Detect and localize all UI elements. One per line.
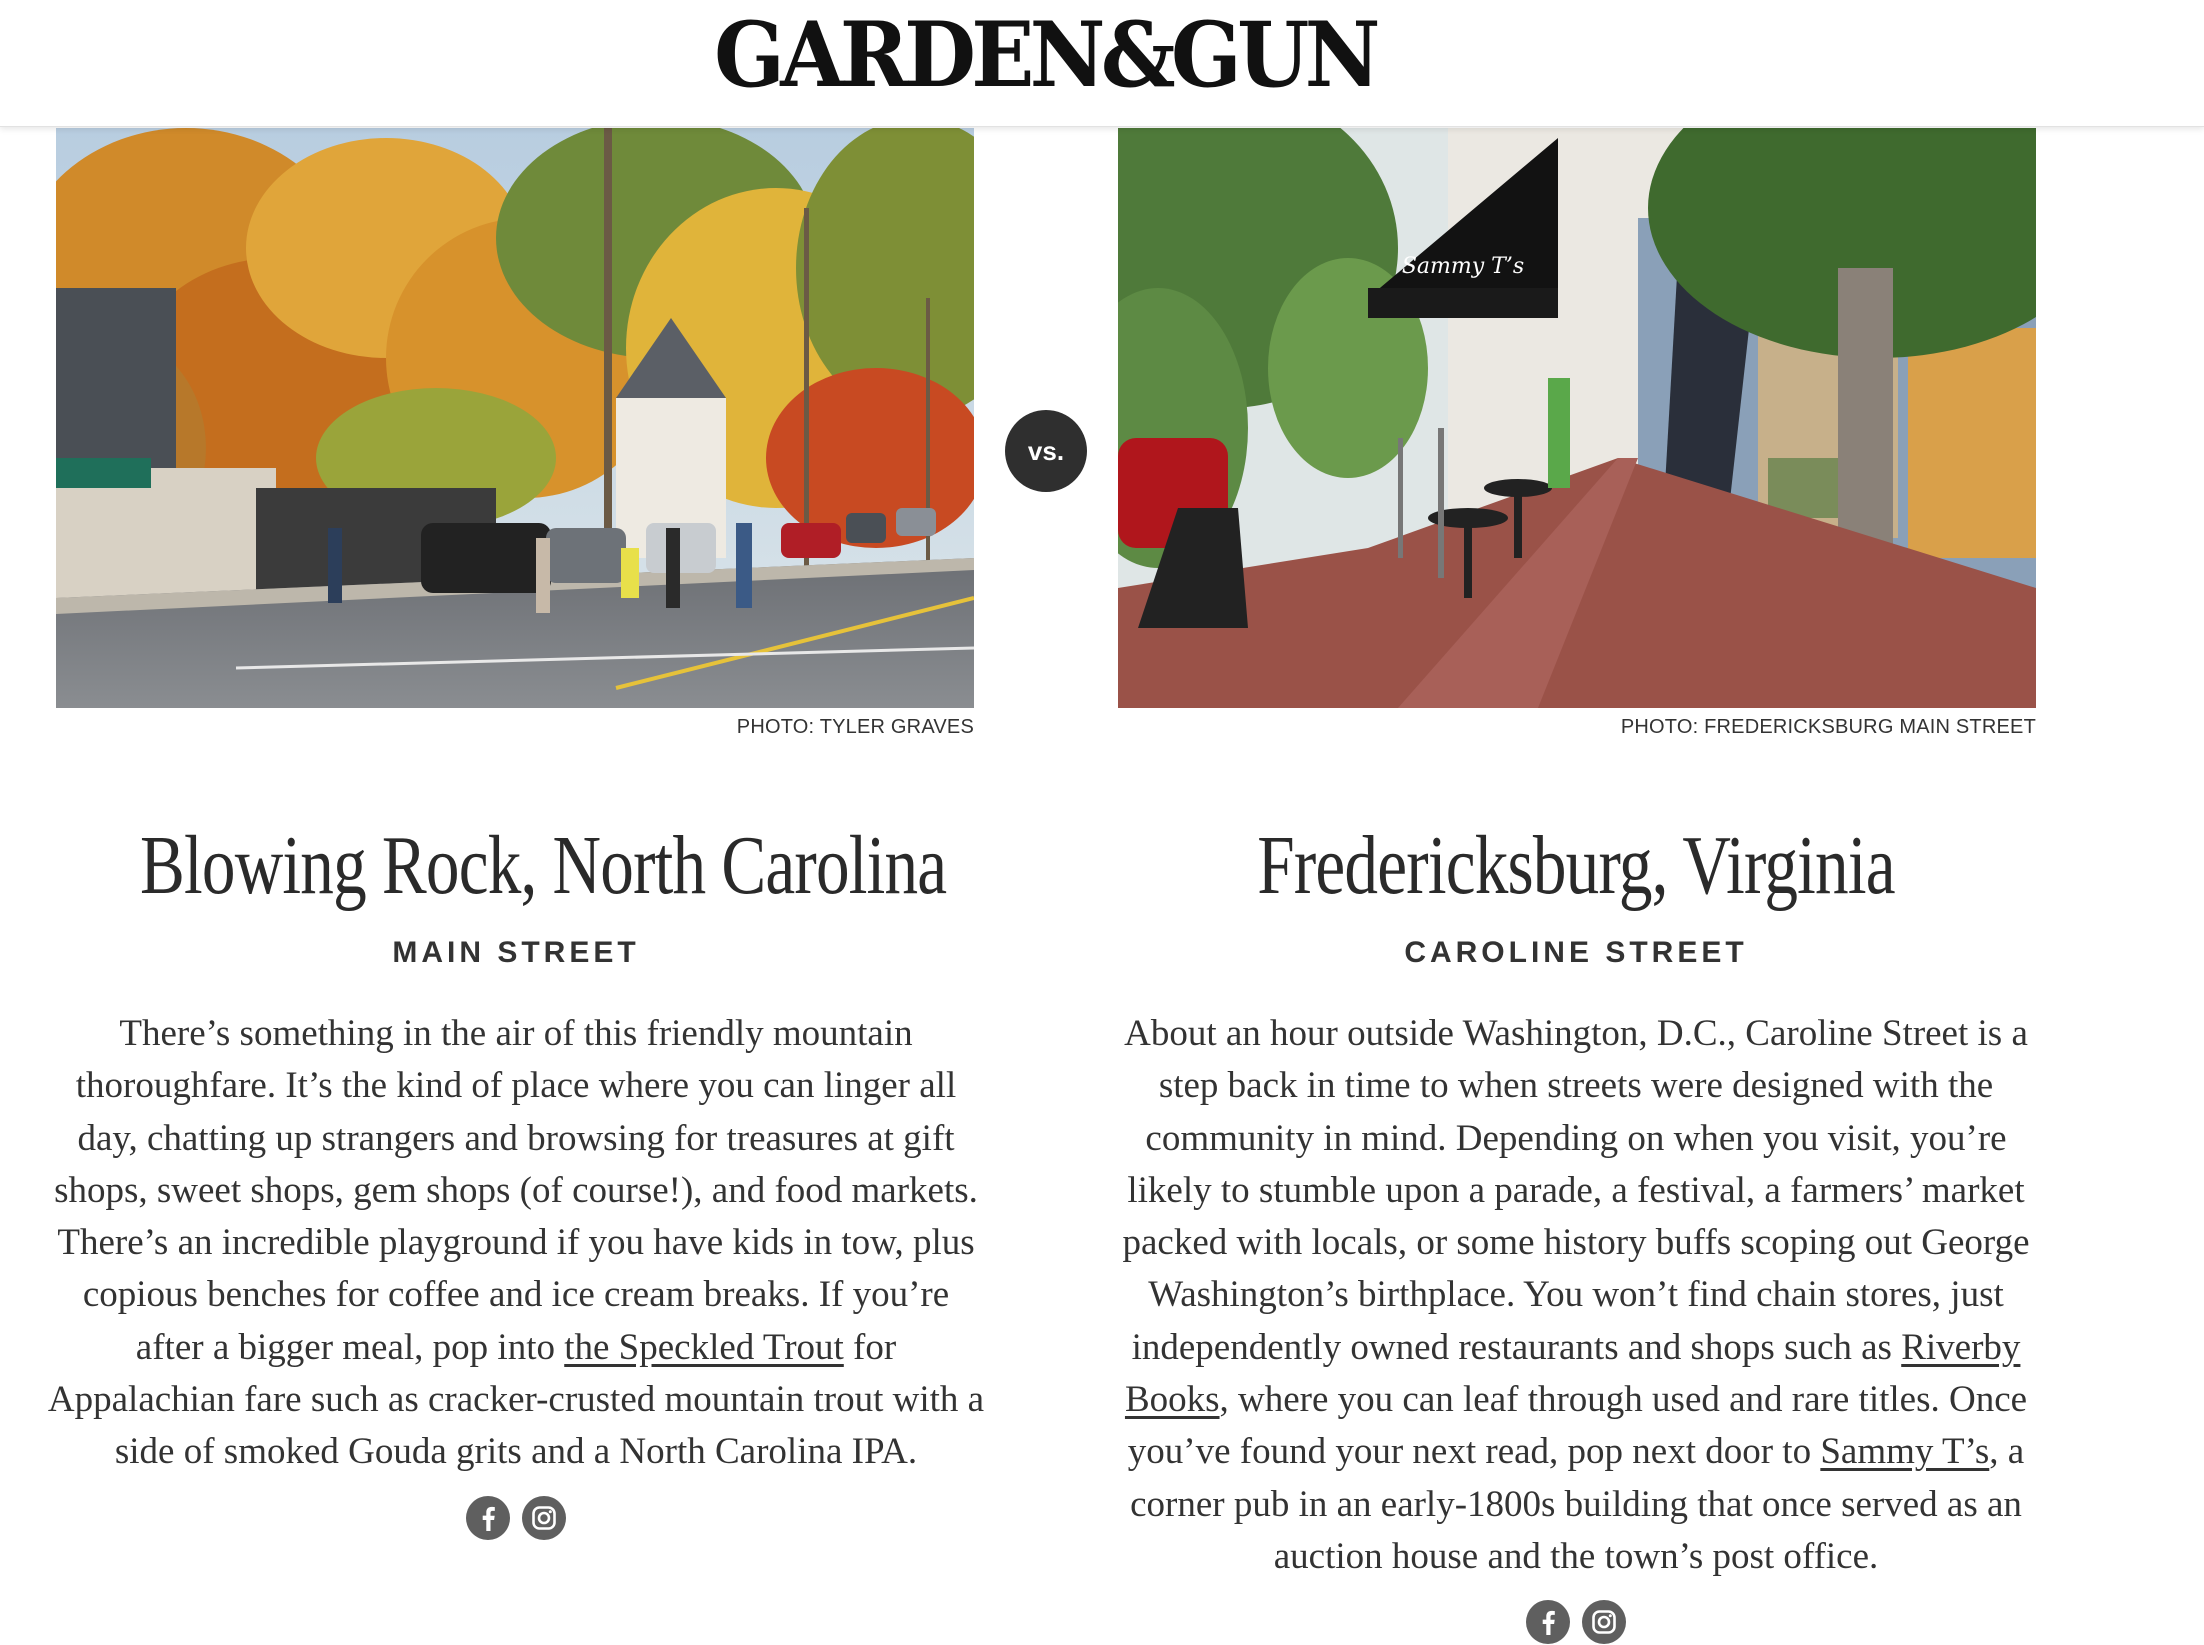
facebook-icon[interactable] <box>465 1495 511 1541</box>
right-title: Fredericksburg, Virginia <box>1257 819 1895 912</box>
left-body-text-1: There’s something in the air of this friendly mountain thoroughfare. It’s the kind of place where you can linger all day, chatting up strangers and browsing for treasures at gift shops, sweet shops, gem shops (of course!), and food markets. There’s an incredible playground if you have kids in tow, plus copious benches for coffee and ice cream breaks. If you’re after a bigger meal, pop into <box>54 1013 978 1368</box>
site-header <box>0 0 2204 127</box>
left-body <box>46 1008 986 1479</box>
facebook-icon[interactable] <box>1525 1599 1571 1645</box>
instagram-icon[interactable] <box>1581 1599 1627 1645</box>
left-subtitle: MAIN STREET <box>392 936 640 969</box>
left-body-text-2: for Appalachian fare such as cracker-crusted mountain trout with a side of smoked Gouda grits and a North Carolina IPA. <box>47 1326 985 1473</box>
right-photo <box>1118 128 2036 708</box>
right-social-share <box>1106 1599 2046 1645</box>
left-photo <box>56 128 974 708</box>
instagram-icon[interactable] <box>521 1495 567 1541</box>
left-social-share <box>46 1495 986 1541</box>
fredericksburg-street-image <box>1118 128 2036 708</box>
sammy-ts-link[interactable]: Sammy T’s <box>1820 1431 1990 1473</box>
right-body-text-1: About an hour outside Washington, D.C., Caroline Street is a step back in time to when streets were designed with the community in mind. Depending on when you visit, you’re likely to stumble upon a parade, a festival, a farmers’ market packed with locals, or some history buffs scoping out George Washington’s birthplace. You won’t find chain stores, just independently owned restaurants and shops such as <box>1122 1013 2030 1368</box>
left-photo-credit: PHOTO: TYLER GRAVES <box>736 716 974 738</box>
speckled-trout-link[interactable]: the Speckled Trout <box>564 1326 844 1368</box>
left-title: Blowing Rock, North Carolina <box>140 819 947 912</box>
right-column <box>1106 810 2046 1645</box>
right-body-text-3: , a corner pub in an early-1800s building that once served as an auction house and the town’s post office. <box>1130 1431 2025 1577</box>
site-logo[interactable]: GARDEN&GUN <box>714 2 1376 108</box>
left-column <box>46 810 986 1541</box>
right-subtitle: CAROLINE STREET <box>1404 936 1748 969</box>
right-body <box>1106 1008 2046 1583</box>
blowing-rock-street-image <box>56 128 974 708</box>
awning-sign-text: Sammy T’s <box>1401 254 1525 279</box>
vs-badge: vs. <box>1005 410 1087 492</box>
right-photo-credit: PHOTO: FREDERICKSBURG MAIN STREET <box>1620 716 2036 738</box>
right-body-text-2: , where you can leaf through used and rare titles. Once you’ve found your next read, pop next door to <box>1127 1379 2028 1473</box>
riverby-books-link[interactable]: Riverby Books <box>1124 1326 2021 1421</box>
